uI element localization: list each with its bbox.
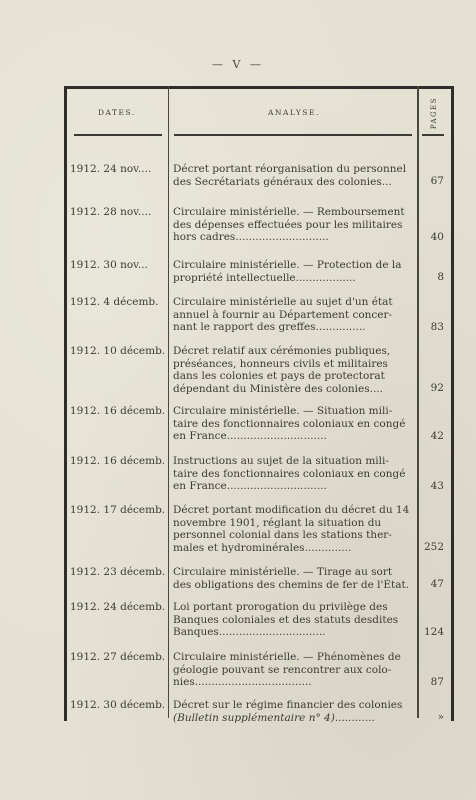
entry-analysis: Loi portant prorogation du privilège des Banques coloniales et des statuts desdites Banques................................ (173, 601, 399, 638)
entry-page: 252 (423, 541, 444, 553)
entry-date: 1912. 16 décemb. (70, 405, 166, 417)
entry-page: 47 (430, 578, 444, 590)
entry-date: 1912. 30 nov... (70, 259, 148, 271)
column-divider-dates (168, 86, 169, 718)
entry-analysis: Circulaire ministérielle au sujet d'un état annuel à fournir au Département concer- nant le rapport des greffes............... (173, 296, 393, 333)
entry-page: 87 (430, 676, 444, 688)
entry-analysis: Décret portant réorganisation du personnel des Secrétariats généraux des colonies... (173, 163, 407, 188)
entry-date: 1912. 10 décemb. (70, 345, 166, 357)
entry-date: 1912. 23 décemb. (70, 566, 166, 578)
entry-date: 1912. 4 décemb. (70, 296, 159, 308)
entry-date: 1912. 24 décemb. (70, 601, 166, 613)
entry-analysis: Circulaire ministérielle. — Remboursement des dépenses effectuées pour les militaires hors cadres............................ (173, 206, 405, 243)
entry-page: 43 (430, 480, 444, 492)
entry-analysis: Circulaire ministérielle. — Tirage au sort des obligations des chemins de fer de l'État. (173, 566, 410, 591)
header-rule-dates (74, 134, 162, 136)
entry-date: 1912. 27 décemb. (70, 651, 166, 663)
entry-page: 67 (430, 175, 444, 187)
entry-page: 42 (430, 430, 444, 442)
entry-analysis: Décret relatif aux cérémonies publiques, préséances, honneurs civils et militaires dans les colonies et pays de protectorat dépendant du Ministère des colonies.... (173, 345, 391, 395)
entry-date: 1912. 28 nov.... (70, 206, 152, 218)
entry-page: 124 (423, 626, 444, 638)
entry-page: 83 (430, 321, 444, 333)
header-rule-analyse (174, 134, 412, 136)
entry-date: 1912. 24 nov.... (70, 163, 152, 175)
header-rule-pages (422, 134, 444, 136)
entry-date: 1912. 17 décemb. (70, 504, 166, 516)
entry-analysis: Circulaire ministérielle. — Phénomènes de géologie pouvant se rencontrer aux colo- nies................................... (173, 651, 401, 688)
entry-date: 1912. 16 décemb. (70, 455, 166, 467)
entry-analysis: Circulaire ministérielle. — Situation mili- taire des fonctionnaires coloniaux en congé en France.............................. (173, 405, 406, 442)
entry-analysis: Instructions au sujet de la situation mili- taire des fonctionnaires coloniaux en congé en France.............................. (173, 455, 406, 492)
entry-analysis: Décret portant modification du décret du 14 novembre 1901, réglant la situation du personnel colonial dans les stations ther- males et hydrominérales.............. (173, 504, 410, 554)
entry-page: 8 (437, 271, 444, 283)
header-analyse: ANALYSE. (268, 108, 320, 117)
entry-page: » (437, 711, 444, 723)
entry-analysis: Circulaire ministérielle. — Protection de la propriété intellectuelle.................. (173, 259, 402, 284)
header-dates: DATES. (98, 108, 136, 117)
entry-date: 1912. 30 décemb. (70, 699, 166, 711)
entry-page: 92 (430, 382, 444, 394)
entry-page: 40 (430, 231, 444, 243)
header-pages: PAGES (430, 96, 438, 130)
entry-analysis: Décret sur le régime financier des colonies (Bulletin supplémentaire n° 4)............ (173, 699, 403, 724)
page-number: — V — (212, 58, 264, 71)
